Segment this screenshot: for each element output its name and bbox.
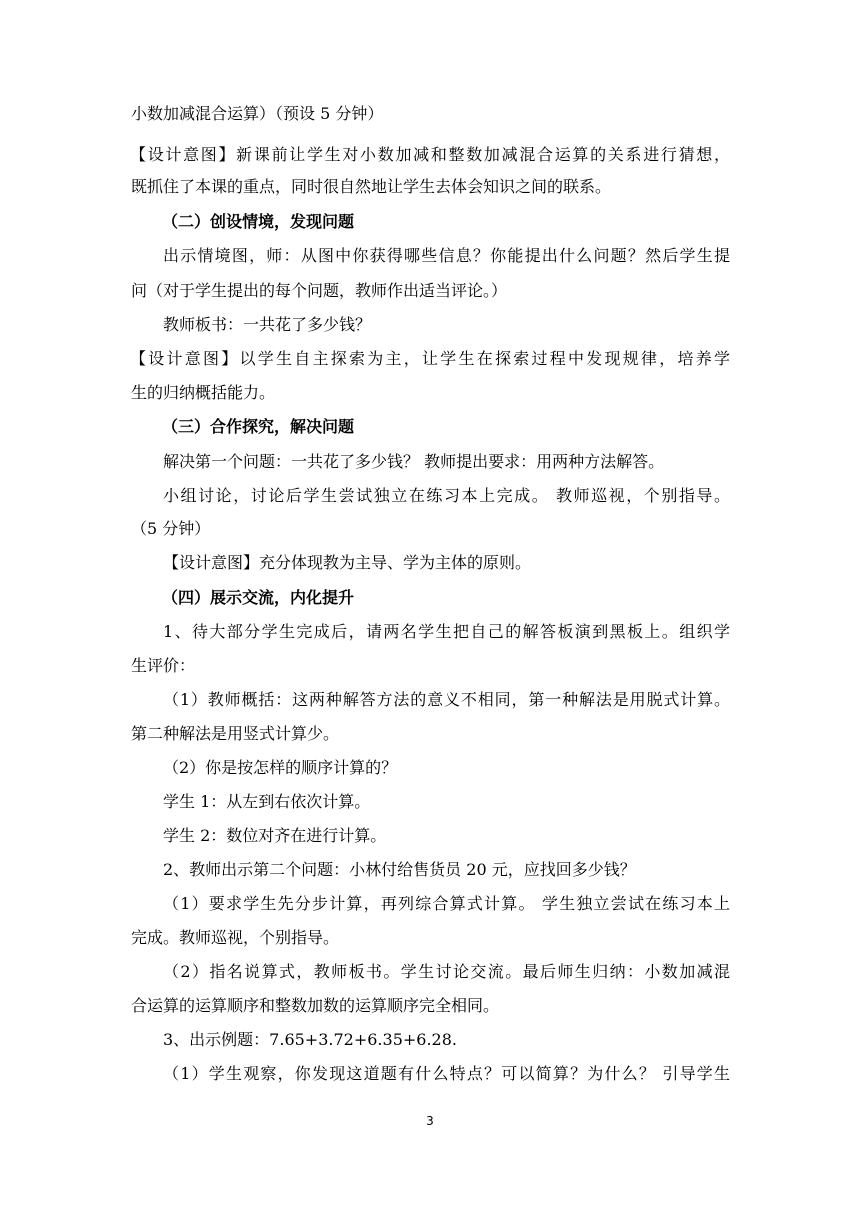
text-line-step-2-1: （1）要求学生先分步计算，再列综合算式计算。 学生独立尝试在练习本上 (163, 894, 730, 913)
section-heading-2: （二）创设情境，发现问题 (162, 212, 355, 231)
section-heading-4: （四）展示交流，内化提升 (162, 588, 355, 607)
text-line-step-2-2: （2）指名说算式，教师板书。学生讨论交流。最后师生归纳：小数加减混 (163, 962, 730, 981)
text-line-board: 教师板书：一共花了多少钱？ (163, 315, 372, 334)
text-line-time: （5 分钟） (131, 519, 211, 538)
text-line-step-3-1: （1）学生观察，你发现这道题有什么特点？可以简算？为什么？ 引导学生 (163, 1064, 730, 1083)
page-number: 3 (426, 1114, 434, 1128)
section-heading-3: （三）合作探究，解决问题 (162, 417, 355, 436)
text-line-first-question: 解决第一个问题：一共花了多少钱？ 教师提出要求：用两种方法解答。 (163, 452, 665, 471)
text-line-situation-cont: 问（对于学生提出的每个问题，教师作出适当评论。） (131, 281, 508, 300)
text-line-step-2: 2、教师出示第二个问题：小林付给售货员 20 元，应找回多少钱？ (163, 860, 636, 879)
text-line-order-question: （2）你是按怎样的顺序计算的？ (163, 758, 398, 777)
text-line-step-1-cont: 生评价： (131, 656, 196, 675)
text-line-step-2-2-cont: 合运算的运算顺序和整数加数的运算顺序完全相同。 (131, 996, 500, 1015)
text-line-teacher-summary: （1）教师概括：这两种解答方法的意义不相同，第一种解法是用脱式计算。 (163, 690, 730, 709)
text-line-group-discussion: 小组讨论，讨论后学生尝试独立在练习本上完成。 教师巡视，个别指导。 (163, 486, 730, 505)
text-line-design-intent-1-cont: 既抓住了本课的重点，同时很自然地让学生去体会知识之间的联系。 (131, 177, 612, 196)
text-line-design-intent-2-cont: 生的归纳概括能力。 (131, 383, 276, 402)
text-line-design-intent-2: 【设计意图】以学生自主探索为主，让学生在探索过程中发现规律，培养学 (130, 349, 730, 368)
text-line-student-2: 学生 2：数位对齐在进行计算。 (163, 826, 387, 845)
text-line-student-1: 学生 1：从左到右依次计算。 (163, 792, 371, 811)
text-line-design-intent-1: 【设计意图】新课前让学生对小数加减和整数加减混合运算的关系进行猜想， (130, 145, 730, 164)
text-line-continuation: 小数加减混合运算）（预设 5 分钟） (131, 104, 384, 123)
text-line-situation: 出示情境图，师：从图中你获得哪些信息？你能提出什么问题？然后学生提 (163, 246, 730, 265)
text-line-step-2-1-cont: 完成。教师巡视，个别指导。 (131, 928, 340, 947)
text-line-design-intent-3: 【设计意图】充分体现教为主导、学为主体的原则。 (163, 553, 532, 572)
text-line-step-1: 1、待大部分学生完成后，请两名学生把自己的解答板演到黑板上。组织学 (163, 622, 730, 641)
text-line-step-3: 3、出示例题：7.65+3.72+6.35+6.28. (163, 1030, 457, 1049)
text-line-teacher-summary-cont: 第二种解法是用竖式计算少。 (131, 724, 340, 743)
